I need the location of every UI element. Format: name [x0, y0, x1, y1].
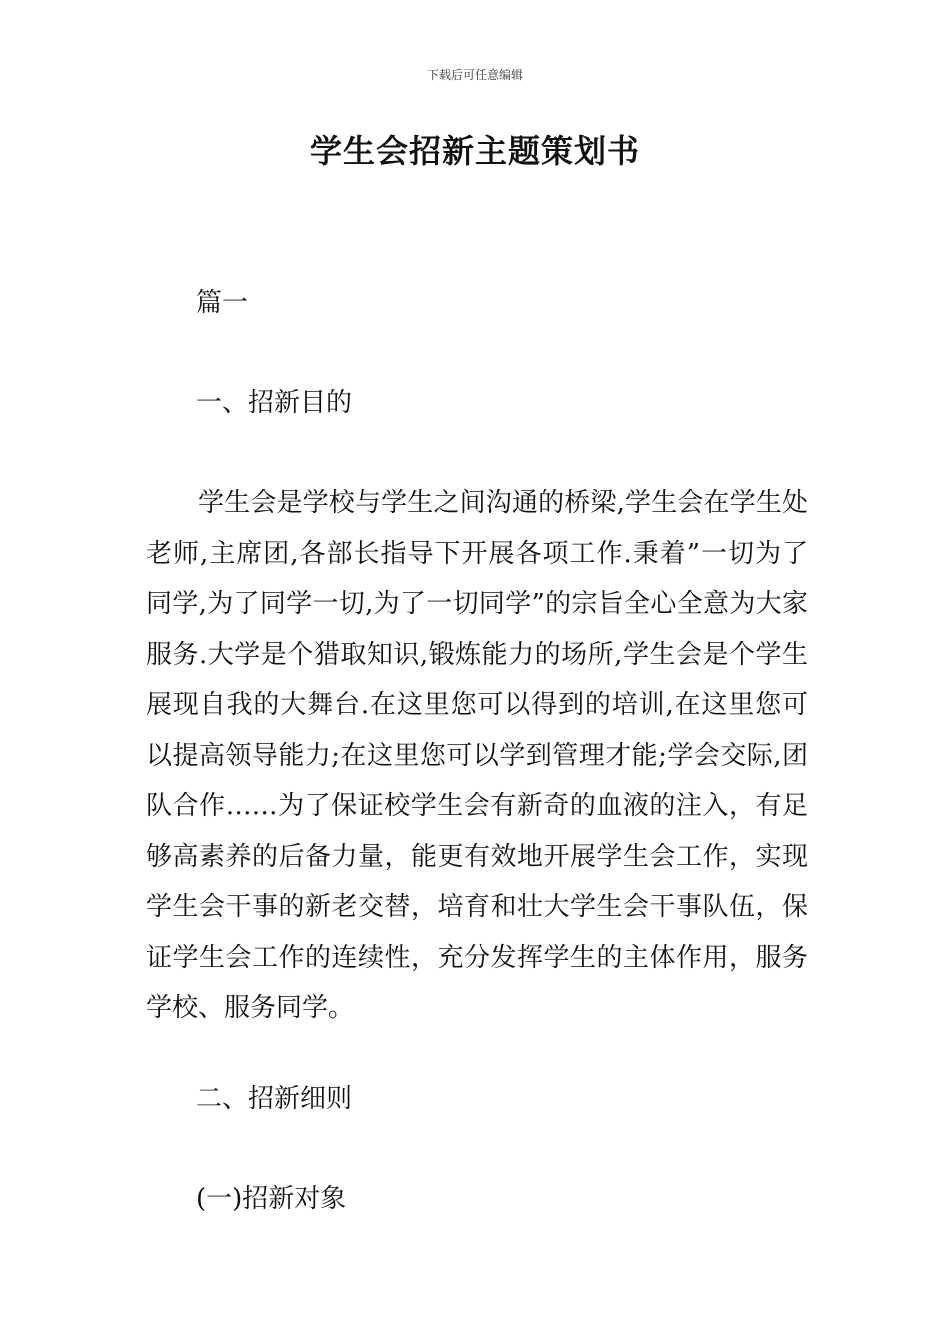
subsection-heading-target: (一)招新对象 [196, 1184, 347, 1214]
section-body-purpose: 学生会是学校与学生之间沟通的桥梁,学生会在学生处老师,主席团,各部长指导下开展各项工作.秉着”一切为了同学,为了同学一切,为了一切同学”的宗旨全心全意为大家服务.大学是个猎取知识,锻炼能力的场所,学生会是个学生展现自我的大舞台.在这里您可以得到的培训,在这里您可以提高领导能力;在这里您可以学到管理才能;学会交际,团队合作……为了保证校学生会有新奇的血液的注入，有足够高素养的后备力量，能更有效地开展学生会工作，实现学生会干事的新老交替，培育和壮大学生会干事队伍，保证学生会工作的连续性，充分发挥学生的主体作用，服务学校、服务同学。 [146, 488, 808, 1023]
section-heading-rules: 二、招新细则 [196, 1084, 353, 1114]
header-note: 下载后可任意编辑 [426, 68, 523, 82]
section-heading-purpose: 一、招新目的 [196, 388, 353, 418]
chapter-label: 篇一 [196, 288, 249, 318]
document-title: 学生会招新主题策划书 [309, 132, 640, 170]
